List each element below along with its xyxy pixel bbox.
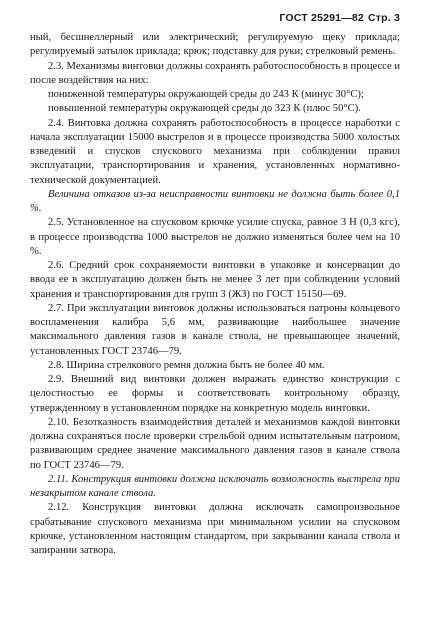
paragraph: 2.3. Механизмы винтовки должны сохранять работоспособность в процессе и после воздействия на них:: [30, 60, 401, 86]
paragraph: 2.10. Безотказность взаимодействия деталей и механизмов каждой винтовки должна сохраняться после проверки стрельбой одним испытательным патроном, развивающим среднее значение максимального давления газов в канале ствола по ГОСТ 23746—79.: [30, 416, 400, 471]
paragraph: 2.12. Конструкция винтовки должна исключать самопроизвольное срабатывание спускового механизма при минимальном усилии на спусковом крючке, установленном настоящим стандартом, при закрывании канала ствола и запирании затвора.: [30, 502, 400, 556]
standard-number: ГОСТ 25291—82: [279, 12, 364, 24]
paragraph: Величина отказов из-за неисправности винтовки не должна быть более 0,1 %.: [30, 188, 400, 214]
page-number: Стр. 3: [367, 12, 400, 24]
paragraph: ный, бесшнеллерный или электрический; регулируемую щеку приклада; регулируемый затылок приклада; крюк; подставку для руки; стрелковый ремень.: [30, 32, 400, 58]
paragraph: 2.5. Установленное на спусковом крючке усилие спуска, равное 3 Н (0,3 кгс), в процессе производства 1000 выстрелов не должно изменяться более чем на 10 %.: [30, 217, 400, 257]
document-body: [30, 31, 400, 558]
paragraph: 2.6. Средний срок сохраняемости винтовки в упаковке и консервации до ввода ее в эксплуатацию должен быть не менее 3 лет при соблюдении условий хранения и транспортирования для групп 3 (ЖЗ) по ГОСТ 15150—69.: [30, 260, 400, 300]
paragraph: 2.8. Ширина стрелкового ремня должна быть не более 40 мм.: [48, 359, 325, 371]
paragraph: 2.11. Конструкция винтовки должна исключать возможность выстрела при незакрытом канале ствола.: [30, 473, 400, 499]
paragraph: пониженной температуры окружающей среды до 243 К (минус 30°С);: [48, 89, 364, 100]
paragraph: 2.7. При эксплуатации винтовок должны использоваться патроны кольцевого воспламенения калибра 5,6 мм, развивающие наибольшее значение максимального давления газов в канале ствола, не превышающее значений, установленных ГОСТ 23746—79.: [30, 302, 400, 357]
paragraph: повышенной температуры окружающей среды до 323 К (плюс 50°С).: [48, 103, 361, 115]
paragraph: 2.9. Внешний вид винтовки должен выражать единство конструкции с целостностью ее формы и соответствовать контрольному образцу, утвержденному в установленном порядке на конкретную модель винтовки.: [30, 374, 400, 414]
running-header: [30, 12, 400, 24]
paragraph: 2.4. Винтовка должна сохранять работоспособность в процессе наработки с начала эксплуатации 15000 выстрелов и в процессе производства 5000 холостых взведений и спусков спускового механизма при соблюдении правил эксплуатации, транспортирования и хранения, установленных нормативно-технической документацией.: [30, 117, 400, 186]
